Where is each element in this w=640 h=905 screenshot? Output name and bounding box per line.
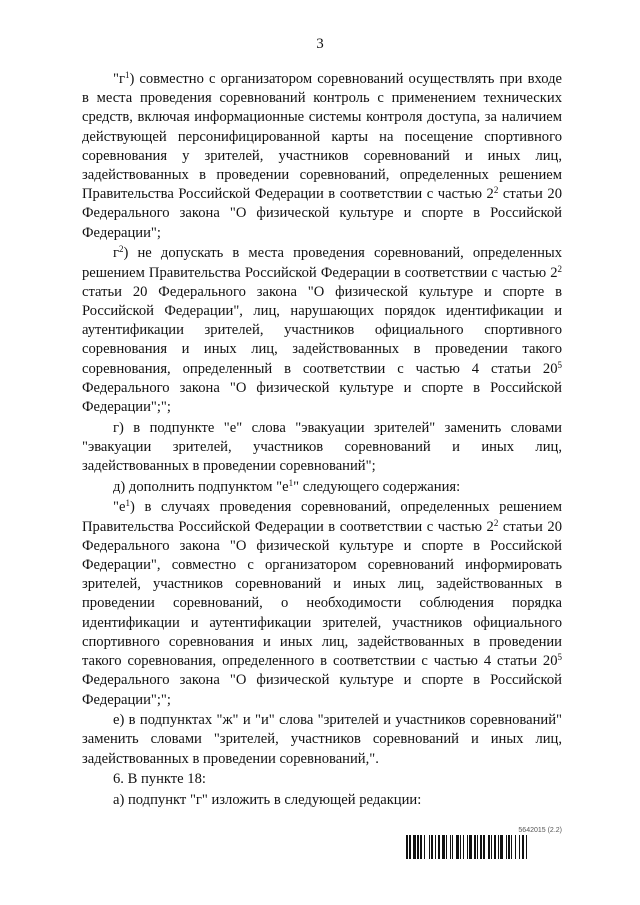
superscript-index: 5	[557, 359, 562, 370]
paragraph-point-6: 6. В пункте 18:	[113, 771, 206, 788]
superscript-index: 2	[557, 263, 562, 274]
superscript-index: 1	[124, 70, 130, 80]
superscript-index: 5	[557, 652, 562, 663]
page-number: 3	[316, 36, 324, 52]
paragraph-e-subitem: е) в подпунктах "ж" и "и" слова "зрителей и участников соревнований" заменить словами "зрителей, участников соревнований и иных лиц, задействованных в проведении соревнований,".	[82, 712, 562, 767]
barcode-code: 5642015 (2.2)	[518, 827, 562, 834]
superscript-index: 2	[119, 244, 124, 255]
paragraph-a-subitem: а) подпункт "г" изложить в следующей редакции:	[113, 792, 422, 809]
paragraph-g-subitem: г) в подпункте "е" слова "эвакуации зрителей" заменить словами "эвакуации зрителей, участников соревнований и иных лиц, задействованных в проведении соревнований";	[82, 419, 562, 475]
paragraph-d-subitem: д) дополнить подпунктом "$е^1$" следующего содержания:	[113, 477, 461, 495]
superscript-index: 1	[125, 498, 130, 509]
paragraph-g1: "$г^1$) совместно с организатором соревнований осуществлять при входе в места проведения соревнований контроль с применением технических средств, включая информационные системы контроля доступа, за наличием действующей персонифицированной карты на посещение спортивного соревнования у зрителей, участников соревнований и иных лиц, задействованных в проведении соревнований, определенных решением Правительства Российской Федерации в соответствии с частью $2^2$ статьи 20 Федерального закона "О физической культуре и спорте в Российской Федерации";	[82, 70, 562, 241]
barcode-bars	[406, 835, 566, 859]
barcode	[406, 826, 566, 862]
superscript-index: 1	[288, 477, 294, 488]
document-body	[82, 70, 562, 812]
paragraph-g2: $г^2$) не допускать в места проведения соревнований, определенных решением Правительства Российской Федерации в соответствии с частью $2^2$ статьи 20 Федерального закона "О физической культуре и спорте в Российской Федерации", лиц, нарушающих порядок идентификации и аутентификации зрителей, участников официального спортивного соревнования и иных лиц, задействованных в проведении такого соревнования, определенный в соответствии с частью 4 статьи $20^5$ Федерального закона "О физической культуре и спорте в Российской Федерации";";	[82, 244, 562, 415]
superscript-index: 2	[493, 517, 499, 528]
paragraph-e1: "$е^1$) в случаях проведения соревнований, определенных решением Правительства Российской Федерации в соответствии с частью $2^2$ статьи 20 Федерального закона "О физической культуре и спорте в Российской Федерации", совместно с организатором соревнований информировать зрителей, участников соревнований и иных лиц, задействованных в проведении соревнований, о необходимости соблюдения порядка идентификации и аутентификации зрителей, участников официального спортивного соревнования и иных лиц, задействованных в проведении такого соревнования, определенного в соответствии с частью 4 статьи $20^5$ Федерального закона "О физической культуре и спорте в Российской Федерации";";	[82, 498, 562, 708]
superscript-index: 2	[493, 185, 499, 196]
